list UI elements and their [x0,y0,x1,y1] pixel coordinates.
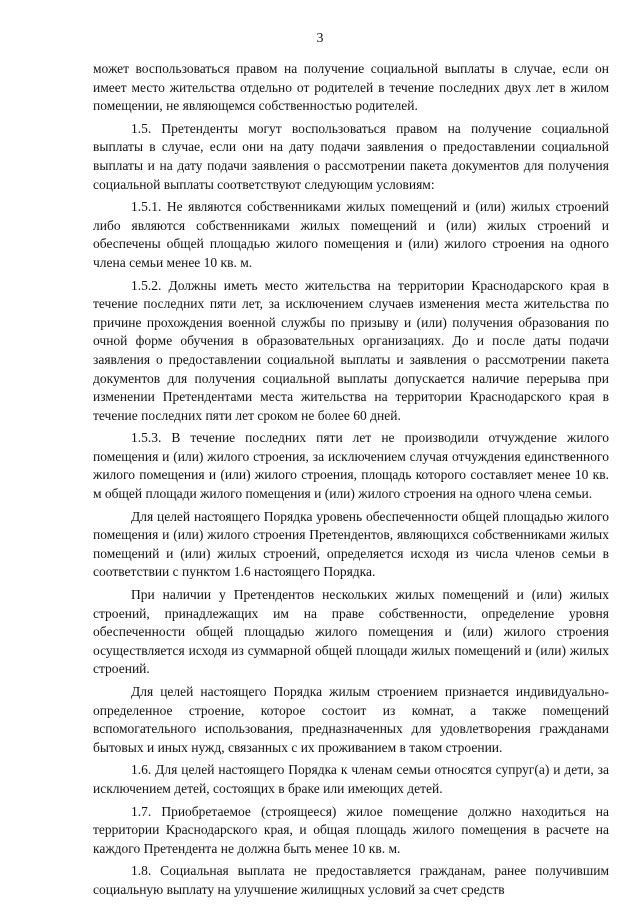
paragraph-residential-building: Для целей настоящего Порядка жилым строением признается индивидуально-определенное строение, которое состоит из комнат, а также помещений вспомогательного использования, предназначенных для удовлетворения гражданами бытовых и иных нужд, связанных с их проживанием в таком строении. [93,684,609,755]
paragraph-area-level: Для целей настоящего Порядка уровень обеспеченности общей площадью жилого помещения и (или) жилого строения Претендентов, являющихся собственниками жилых помещений и (или) жилых строений, определяется исходя из числа членов семьи в соответствии с пунктом 1.6 настоящего Порядка. [93,508,609,580]
paragraph-1-6: 1.6. Для целей настоящего Порядка к членам семьи относятся супруг(а) и дети, за исключением детей, состоящих в браке или имеющих детей. [93,762,609,796]
paragraph-1-8: 1.8. Социальная выплата не предоставляется гражданам, ранее получившим социальную выплату на улучшение жилищных условий за счет средств [93,863,609,897]
paragraph-1-5-2: 1.5.2. Должны иметь место жительства на территории Краснодарского края в течение последних пяти лет, за исключением случаев изменения места жительства по причине прохождения военной службы по призыву и (или) получения образования по очной форме обучения в образовательных организациях. До и после даты подачи заявления о предоставлении социальной выплаты и заявления о рассмотрении пакета документов для получения социальной выплаты допускается наличие перерыва при изменении Претендентами места жительства на территории Краснодарского края в течение последних пяти лет сроком не более 60 дней. [93,277,609,423]
page-number: 3 [316,31,324,46]
paragraph-1-5-3: 1.5.3. В течение последних пяти лет не производили отчуждение жилого помещения и (или) жилого строения, за исключением случая отчуждения единственного жилого помещения и (или) жилого строения, площадь которого составляет менее 10 кв. м общей площади жилого помещения и (или) жилого строения на одного члена семьи. [93,430,609,502]
paragraph-1-7: 1.7. Приобретаемое (строящееся) жилое помещение должно находиться на территории Краснодарского края, и общая площадь жилого помещения в расчете на каждого Претендента не должна быть менее 10 кв. м. [93,803,609,856]
paragraph-1-5-1: 1.5.1. Не являются собственниками жилых помещений и (или) жилых строений либо являются собственниками жилых помещений и (или) жилых строений и обеспечены общей площадью жилого помещения и (или) жилого строения на одного члена семьи менее 10 кв. м. [93,199,609,270]
paragraph-continuation: может воспользоваться правом на получение социальной выплаты в случае, если он имеет место жительства отдельно от родителей в течение последних двух лет в жилом помещении, не являющемся собственностью родителей. [93,61,609,114]
paragraph-multiple-premises: При наличии у Претендентов нескольких жилых помещений и (или) жилых строений, принадлежащих им на праве собственности, определение уровня обеспеченности общей площадью жилого помещения и (или) жилого строения осуществляется исходя из суммарной общей площади жилых помещений и (или) жилых строений. [93,587,609,677]
document-body [93,60,609,904]
paragraph-1-5: 1.5. Претенденты могут воспользоваться правом на получение социальной выплаты в случае, если они на дату подачи заявления о предоставлении социальной выплаты и на дату подачи заявления о рассмотрении пакета документов для получения социальной выплаты соответствуют следующим условиям: [93,120,609,192]
